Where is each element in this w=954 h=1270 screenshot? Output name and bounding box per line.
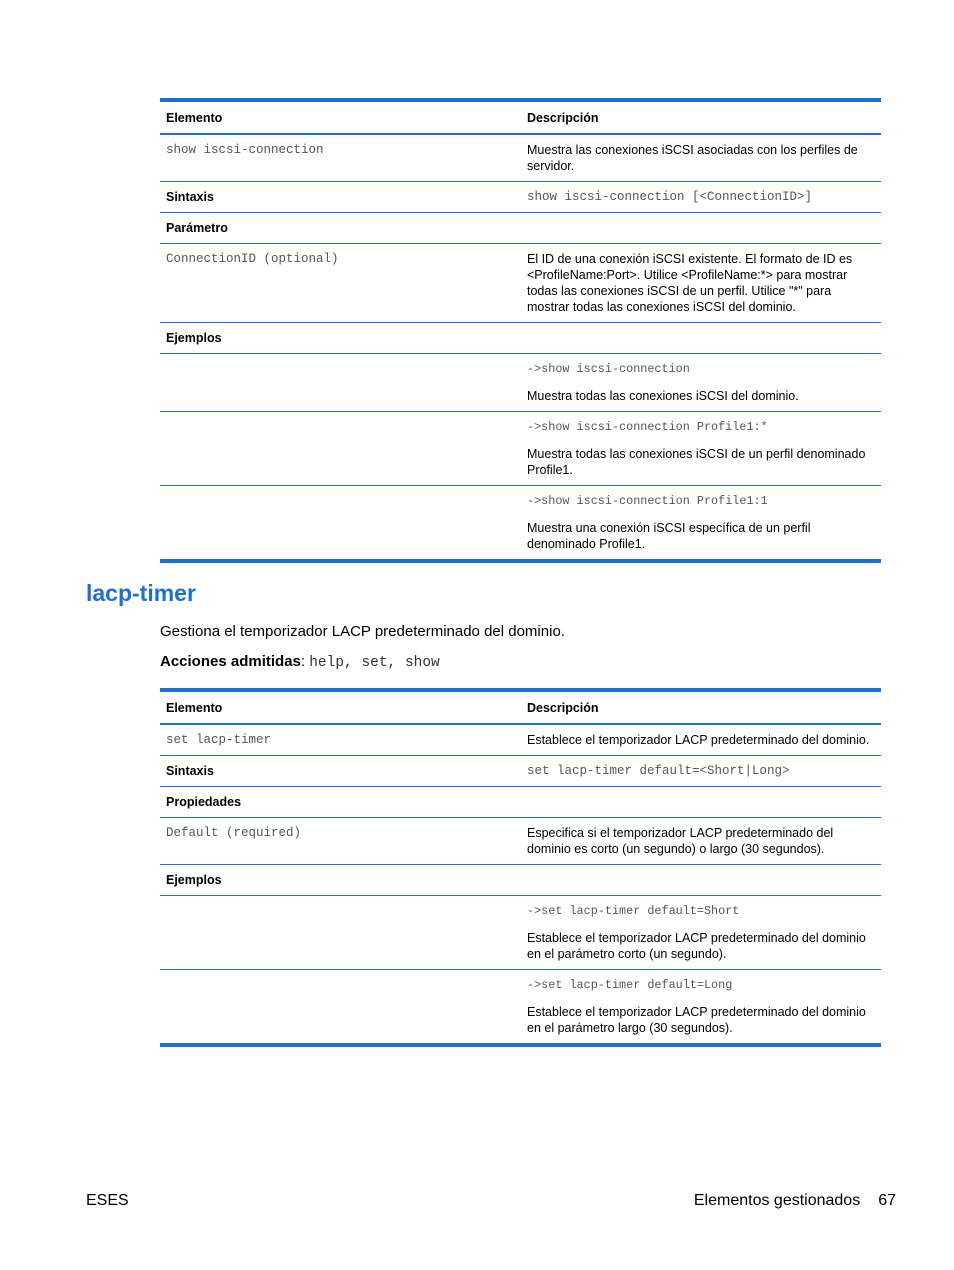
- supported-actions: [160, 653, 440, 671]
- actions-separator: :: [300, 653, 310, 670]
- table-row: [160, 724, 881, 756]
- parameter-name: ConnectionID (optional): [160, 244, 521, 323]
- empty-cell: [521, 213, 881, 244]
- syntax-label: Sintaxis: [160, 756, 521, 787]
- section-intro: Gestiona el temporizador LACP predeterminado del dominio.: [160, 623, 565, 640]
- empty-cell: [160, 354, 521, 412]
- example-description: Muestra todas las conexiones iSCSI de un perfil denominado Profile1.: [527, 447, 866, 477]
- table-row: [160, 756, 881, 787]
- example-description: Establece el temporizador LACP predeterminado del dominio en el parámetro largo (30 segundos).: [527, 1005, 866, 1035]
- header-descripcion: Descripción: [521, 690, 881, 724]
- example-command: ->set lacp-timer default=Long: [527, 978, 733, 992]
- header-descripcion: Descripción: [521, 100, 881, 134]
- parameter-description: El ID de una conexión iSCSI existente. El formato de ID es <ProfileName:Port>. Utilice <ProfileName:*> para mostrar todas las conexiones iSCSI de un perfil. Utilice "*" para mostrar todas las conexiones iSCSI del dominio.: [521, 244, 881, 323]
- example-cell: [521, 970, 881, 1046]
- properties-label: Propiedades: [160, 787, 521, 818]
- table-row: [160, 354, 881, 412]
- table-row: [160, 787, 881, 818]
- syntax-value: set lacp-timer default=<Short|Long>: [521, 756, 881, 787]
- syntax-value: show iscsi-connection [<ConnectionID>]: [521, 182, 881, 213]
- element-command: show iscsi-connection: [160, 134, 521, 182]
- actions-label: Acciones admitidas: [160, 653, 301, 670]
- example-description: Establece el temporizador LACP predeterminado del dominio en el parámetro corto (un segundo).: [527, 931, 866, 961]
- property-name: Default (required): [160, 818, 521, 865]
- table-row: [160, 412, 881, 486]
- iscsi-connection-table: [160, 98, 881, 563]
- actions-values: help, set, show: [309, 655, 440, 671]
- footer-section-name: Elementos gestionados: [693, 1192, 861, 1209]
- example-command: ->show iscsi-connection Profile1:*: [527, 420, 768, 434]
- table-header-row: [160, 690, 881, 724]
- example-command: ->show iscsi-connection Profile1:1: [527, 494, 768, 508]
- example-command: ->show iscsi-connection: [527, 362, 690, 376]
- table-row: [160, 818, 881, 865]
- table-header-row: [160, 100, 881, 134]
- empty-cell: [521, 787, 881, 818]
- empty-cell: [521, 323, 881, 354]
- page-number: 67: [878, 1192, 896, 1209]
- element-command: set lacp-timer: [160, 724, 521, 756]
- example-cell: [521, 486, 881, 562]
- examples-label: Ejemplos: [160, 865, 521, 896]
- table-row: [160, 970, 881, 1046]
- table-row: [160, 244, 881, 323]
- example-cell: [521, 412, 881, 486]
- footer-locale: ESES: [86, 1192, 129, 1209]
- example-description: Muestra todas las conexiones iSCSI del dominio.: [527, 389, 799, 403]
- empty-cell: [521, 865, 881, 896]
- empty-cell: [160, 486, 521, 562]
- table-row: [160, 213, 881, 244]
- example-description: Muestra una conexión iSCSI específica de un perfil denominado Profile1.: [527, 521, 811, 551]
- header-elemento: Elemento: [160, 100, 521, 134]
- table-row: [160, 323, 881, 354]
- table-row: [160, 865, 881, 896]
- empty-cell: [160, 412, 521, 486]
- lacp-timer-table: [160, 688, 881, 1047]
- element-description: Muestra las conexiones iSCSI asociadas con los perfiles de servidor.: [521, 134, 881, 182]
- section-title: lacp-timer: [86, 580, 196, 606]
- table-row: [160, 182, 881, 213]
- example-cell: [521, 354, 881, 412]
- parameter-label: Parámetro: [160, 213, 521, 244]
- examples-label: Ejemplos: [160, 323, 521, 354]
- example-command: ->set lacp-timer default=Short: [527, 904, 740, 918]
- table-row: [160, 486, 881, 562]
- property-description: Especifica si el temporizador LACP predeterminado del dominio es corto (un segundo) o largo (30 segundos).: [521, 818, 881, 865]
- empty-cell: [160, 970, 521, 1046]
- table-row: [160, 896, 881, 970]
- header-elemento: Elemento: [160, 690, 521, 724]
- empty-cell: [160, 896, 521, 970]
- element-description: Establece el temporizador LACP predeterminado del dominio.: [521, 724, 881, 756]
- table-row: [160, 134, 881, 182]
- syntax-label: Sintaxis: [160, 182, 521, 213]
- example-cell: [521, 896, 881, 970]
- footer-section: [694, 1192, 896, 1210]
